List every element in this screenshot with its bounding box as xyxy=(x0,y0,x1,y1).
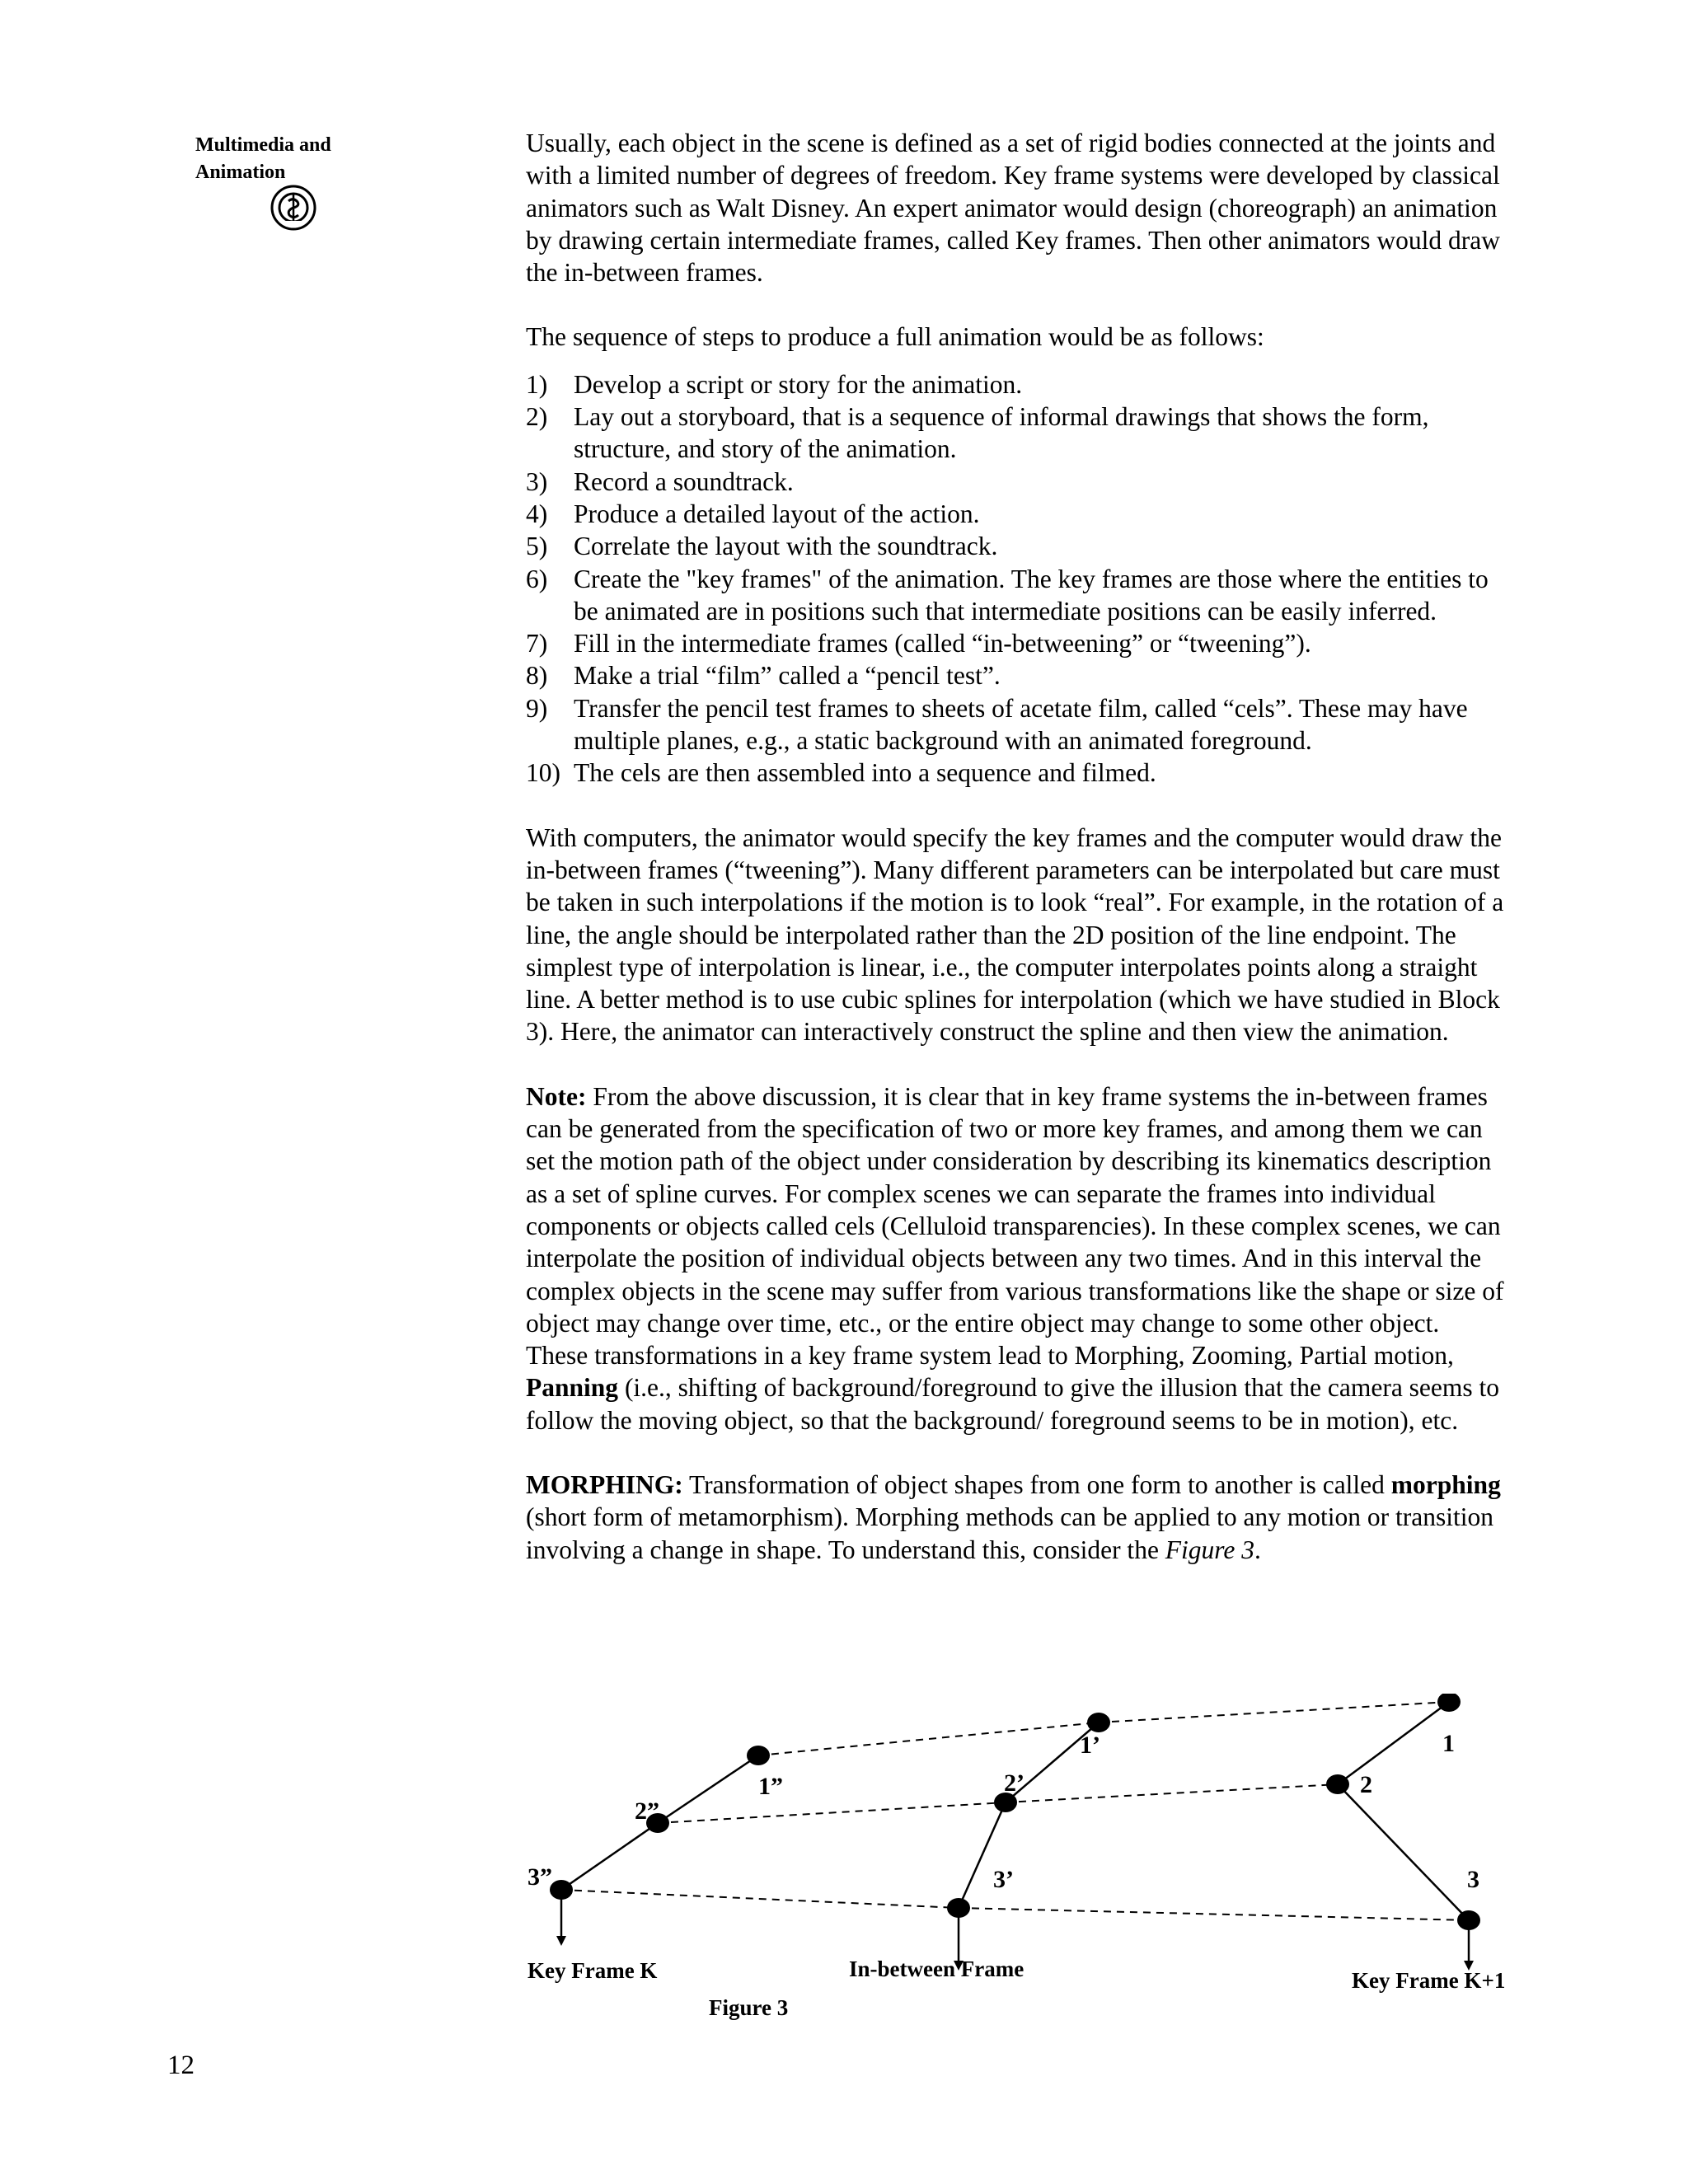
morphing-text-3: . xyxy=(1254,1535,1261,1564)
note-label: Note: xyxy=(526,1081,587,1111)
label-key-frame-k1: Key Frame K+1 xyxy=(1352,1968,1506,1993)
step-number: 6) xyxy=(526,564,548,593)
step-item xyxy=(526,659,1507,691)
label-k3: 3” xyxy=(528,1863,552,1891)
side-heading-line1: Multimedia and xyxy=(195,134,331,156)
step-text: The cels are then assembled into a sequence and filmed. xyxy=(574,758,1156,788)
label-n1: 1 xyxy=(1442,1730,1455,1757)
side-heading-line2: Animation xyxy=(195,162,286,183)
label-m2: 2’ xyxy=(1004,1769,1025,1797)
note-text-1: From the above discussion, it is clear that in key frame systems the in-between frames can be generated from the specification of two or more key frames, and among them we can set the motion path of the object under consideration by describing its kinematics description as a set of spline curves. For complex scenes we can separate the frames into individual components or objects called cels (Celluloid transparencies). In these complex scenes, we can interpolate the position of individual objects between any two times. And in this interval the complex objects in the scene may suffer from various transformations like the shape or size of object may change over time, etc., or the entire object may change to some other object. These transformations in a key frame system lead to Morphing, Zooming, Partial motion, xyxy=(526,1081,1504,1371)
note-text-2: (i.e., shifting of background/foreground to give the illusion that the camera seems to follow the moving object, so that the background/ foreground seems to be in motion), etc. xyxy=(526,1373,1500,1435)
step-number: 5) xyxy=(526,532,548,561)
step-item xyxy=(526,368,1507,401)
step-number: 7) xyxy=(526,629,548,658)
step-number: 4) xyxy=(526,499,548,528)
step-item xyxy=(526,627,1507,659)
step-number: 2) xyxy=(526,402,548,432)
step-text: Make a trial “film” called a “pencil test”. xyxy=(574,661,1001,691)
step-text: Develop a script or story for the animation. xyxy=(574,369,1023,399)
point-m3 xyxy=(947,1898,970,1918)
note-bold-term: Panning xyxy=(526,1373,619,1403)
point-m1 xyxy=(1087,1713,1110,1732)
note-paragraph xyxy=(526,1080,1507,1436)
main-content xyxy=(526,127,1507,1566)
dashed-line-3b xyxy=(959,1908,1469,1920)
point-n3 xyxy=(1457,1910,1480,1930)
point-k1 xyxy=(747,1746,770,1765)
morphing-diagram xyxy=(511,1694,1533,2048)
step-item xyxy=(526,563,1507,628)
label-m1: 1’ xyxy=(1080,1732,1100,1759)
step-number: 9) xyxy=(526,693,548,723)
edge-n-2-3 xyxy=(1338,1784,1469,1920)
step-text: Create the "key frames" of the animation. The key frames are those where the entities to be animated are in positions such that intermediate positions can be easily inferred. xyxy=(574,564,1489,626)
step-item xyxy=(526,401,1507,466)
dashed-line-2b xyxy=(1006,1784,1338,1802)
dashed-line-3 xyxy=(561,1890,959,1908)
point-k3 xyxy=(550,1880,573,1900)
step-number: 1) xyxy=(526,369,548,399)
step-item xyxy=(526,692,1507,757)
computers-paragraph: With computers, the animator would specify the key frames and the computer would draw the in-between frames (“tweening”). Many different parameters can be interpolated but care must be taken in such interpolations if the motion is to look “real”. For example, in the rotation of a line, the angle should be interpolated rather than the 2D position of the line endpoint. The simplest type of interpolation is linear, i.e., the computer interpolates points along a straight line. A better method is to use cubic splines for interpolation (which we have studied in Block 3). Here, the animator can interactively construct the spline and then view the animation. xyxy=(526,823,1504,1047)
intro-paragraph: Usually, each object in the scene is defined as a set of rigid bodies connected at the joints and with a limited number of degrees of freedom. Key frame systems were developed by classical animators such as Walt Disney. An expert animator would design (choreograph) an animation by drawing certain intermediate frames, called Key frames. Then other animators would draw the in-between frames. xyxy=(526,129,1500,288)
morphing-text-1: Transformation of object shapes from one form to another is called xyxy=(682,1469,1391,1499)
dashed-line-1 xyxy=(758,1722,1099,1755)
morphing-paragraph xyxy=(526,1469,1507,1566)
label-m3: 3’ xyxy=(993,1866,1014,1893)
page-number: 12 xyxy=(167,2050,195,2080)
university-emblem-icon xyxy=(270,185,316,231)
label-n3: 3 xyxy=(1467,1866,1479,1893)
figure-reference: Figure 3 xyxy=(1165,1535,1254,1564)
step-number: 10) xyxy=(526,758,560,788)
step-item xyxy=(526,757,1507,789)
edge-k-1-2 xyxy=(658,1755,758,1823)
steps-list xyxy=(526,368,1507,790)
label-key-frame-k: Key Frame K xyxy=(528,1958,658,1983)
label-inbetween-frame: In-between Frame xyxy=(849,1957,1025,1981)
morphing-text-2: (short form of metamorphism). Morphing methods can be applied to any motion or transition involving a change in shape. To understand this, consider the xyxy=(526,1502,1494,1564)
step-item xyxy=(526,530,1507,562)
sequence-intro: The sequence of steps to produce a full animation would be as follows: xyxy=(526,322,1264,352)
figure-caption: Figure 3 xyxy=(709,1995,789,2020)
step-item xyxy=(526,466,1507,498)
step-text: Correlate the layout with the soundtrack. xyxy=(574,532,998,561)
label-n2: 2 xyxy=(1360,1771,1372,1798)
side-heading xyxy=(195,132,385,186)
figure-3 xyxy=(511,1694,1533,2048)
step-text: Produce a detailed layout of the action. xyxy=(574,499,980,528)
edge-k-2-3 xyxy=(561,1823,658,1890)
dashed-line-2 xyxy=(658,1802,1006,1823)
step-number: 8) xyxy=(526,661,548,691)
morphing-bold-term: morphing xyxy=(1390,1469,1501,1499)
step-number: 3) xyxy=(526,466,548,496)
dashed-line-1b xyxy=(1099,1702,1449,1722)
step-text: Transfer the pencil test frames to sheets of acetate film, called “cels”. These may have multiple planes, e.g., a static background with an animated foreground. xyxy=(574,693,1468,756)
step-text: Lay out a storyboard, that is a sequence of informal drawings that shows the form, structure, and story of the animation. xyxy=(574,402,1429,464)
label-k1: 1” xyxy=(758,1773,783,1800)
step-text: Record a soundtrack. xyxy=(574,466,794,496)
label-k2: 2” xyxy=(635,1797,659,1825)
morphing-label: MORPHING: xyxy=(526,1469,683,1499)
point-n2 xyxy=(1326,1774,1349,1794)
step-item xyxy=(526,498,1507,530)
step-text: Fill in the intermediate frames (called “in-betweening” or “tweening”). xyxy=(574,629,1311,658)
edge-n-1-2 xyxy=(1338,1702,1449,1784)
